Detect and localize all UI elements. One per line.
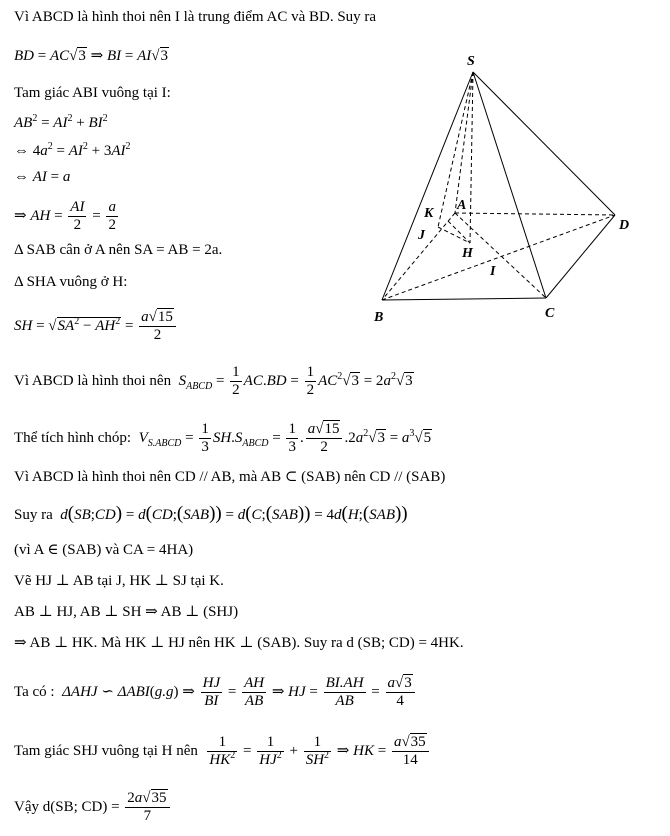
equation-bd-ac: BD = AC√3 ⇒ BI = AI√3	[14, 48, 168, 64]
text-line-hk-sab: ⇒ AB ⊥ HK. Mà HK ⊥ HJ nên HK ⊥ (SAB). Suy ra d (SB; CD) = 4HK.	[14, 635, 464, 651]
text-line-sab: Δ SAB cân ở A nên SA = AB = 2a.	[14, 242, 223, 258]
edge-sd	[473, 72, 615, 215]
equation-pythagoras: $AB^2 = AI^2 + BI^2$	[14, 113, 108, 131]
text-line-abi: Tam giác ABI vuông tại I:	[14, 85, 171, 101]
edge-sj	[438, 72, 473, 227]
edge-sa	[455, 72, 473, 213]
edge-jh	[438, 227, 470, 243]
text-line-1: Vì ABCD là hình thoi nên I là trung điểm AC và BD. Suy ra	[14, 9, 377, 25]
label-d: D	[619, 218, 630, 233]
pyramid-figure	[360, 45, 660, 335]
equation-distance: Suy ra d(SB;CD) = d(CD;(SAB)) = d(C;(SAB)) = 4d(H;(SAB))	[14, 503, 408, 524]
distance-prefix: Suy ra	[14, 507, 53, 523]
text-line-cd-parallel: Vì ABCD là hình thoi nên CD // AB, mà AB ⊂ (SAB) nên CD // (SAB)	[14, 469, 446, 485]
label-b: B	[374, 310, 384, 325]
equation-ai-a: ⇔ AI = a	[14, 169, 71, 185]
label-h: H	[462, 246, 473, 261]
similar-prefix: Ta có :	[14, 684, 55, 701]
edge-ad	[455, 213, 615, 215]
edge-sc	[473, 72, 546, 298]
edge-bc	[382, 298, 546, 300]
equation-4a2: ⇔ $4a^2 = AI^2 + 3AI^2$	[14, 141, 131, 159]
equation-conclusion: Vậy d(SB; CD) = $\frac{2a√35}{7}$	[14, 790, 172, 826]
volume-prefix: Thể tích hình chóp:	[14, 430, 132, 447]
edge-sh	[470, 72, 473, 243]
equation-ah: ⇒ AH = $\frac{AI}{2}$ = $\frac{a}{2}$	[14, 199, 116, 234]
text-line-ab-shj: AB ⊥ HJ, AB ⊥ SH ⇒ AB ⊥ (SHJ)	[14, 604, 239, 620]
text-line-sha: Δ SHA vuông ở H:	[14, 274, 128, 290]
area-prefix: Vì ABCD là hình thoi nên	[14, 373, 172, 390]
hk-prefix: Tam giác SHJ vuông tại H nên	[14, 743, 198, 760]
label-s: S	[467, 54, 475, 69]
equation-sh: SH = $√SA^2 - AH^2$ = $\frac{a√15}{2}$	[14, 309, 178, 345]
label-a: A	[457, 198, 467, 213]
equation-hk: Tam giác SHJ vuông tại H nên $\frac{1}{HK^2}$ = $\frac{1}{HJ^2}$ + $\frac{1}{SH^2}$ ⇒ HK = $\frac{a√35}{14}$	[14, 734, 431, 770]
label-k: K	[424, 206, 434, 221]
label-i: I	[490, 264, 496, 279]
equation-area: Vì ABCD là hình thoi nên $S_{ABCD}$ = $\frac{1}{2}$ AC.BD = $\frac{1}{2}$ $AC^2√3 = 2a^2√3$	[14, 364, 413, 399]
label-j: J	[418, 228, 425, 243]
equation-similar: Ta có : ΔAHJ ∽ ΔABI(g.g) ⇒ $\frac{HJ}{BI}$ = $\frac{AH}{AB}$ ⇒ HJ = $\frac{BI.AH}{AB}$ = $\frac{a√3}{4}$	[14, 675, 417, 711]
label-c: C	[545, 306, 555, 321]
conclusion-prefix: Vậy d(SB; CD) =	[14, 799, 120, 816]
edge-sb	[382, 72, 473, 300]
text-line-hj-hk: Vẽ HJ ⊥ AB tại J, HK ⊥ SJ tại K.	[14, 573, 224, 589]
text-line-ca-4ha: (vì A ∈ (SAB) và CA = 4HA)	[14, 542, 194, 558]
equation-volume: Thể tích hình chóp: $V_{S.ABCD}$ = $\frac{1}{3}$ $SH.S_{ABCD}$ = $\frac{1}{3}$ . $\frac{a√15}{2}$ $.2a^2√3 = a^3√5$	[14, 421, 432, 456]
